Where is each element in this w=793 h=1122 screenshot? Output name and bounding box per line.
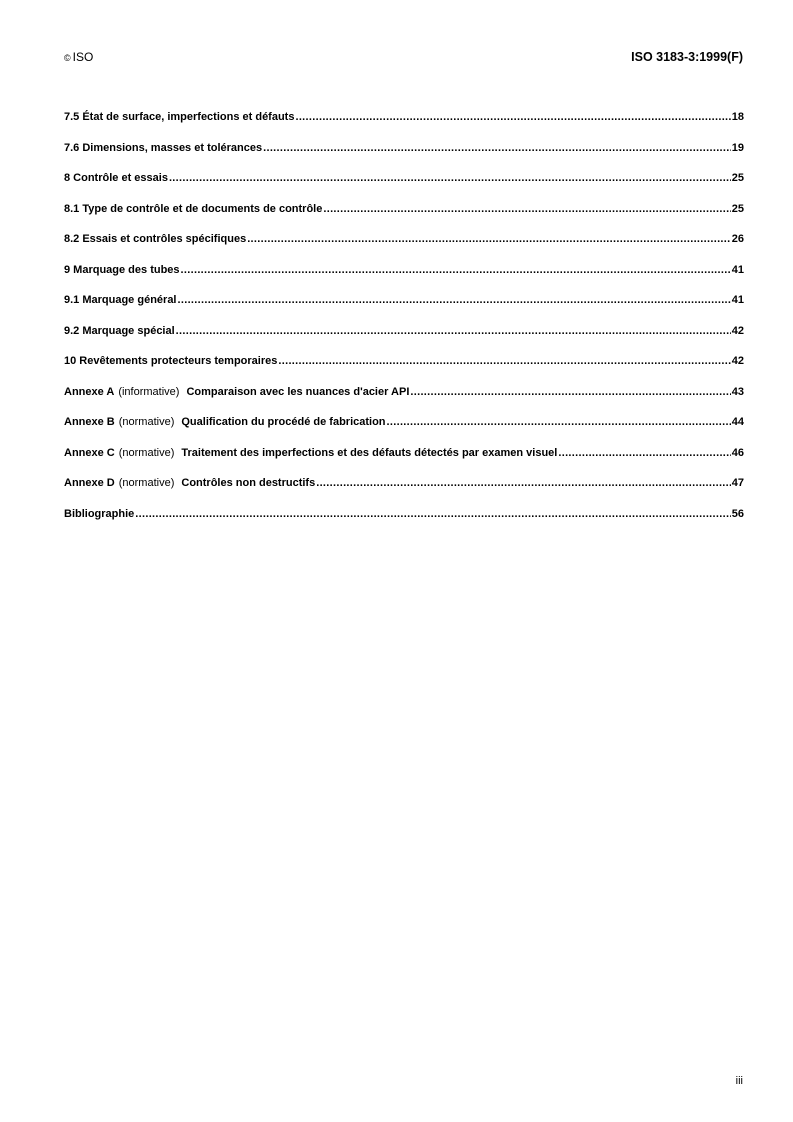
toc-leader — [316, 477, 731, 489]
toc-entry-page: 43 — [731, 385, 744, 398]
toc-leader — [558, 447, 730, 459]
toc-entry-page: 41 — [731, 294, 744, 306]
toc-entry[interactable] — [64, 233, 744, 264]
toc-entry[interactable] — [64, 142, 744, 173]
annex-title: Traitement des imperfections et des défauts détectés par examen visuel — [181, 446, 558, 459]
annex-title: Contrôles non destructifs — [181, 477, 316, 489]
annex-kind: (informative) — [118, 385, 180, 398]
toc-entry-title: 9.2 Marquage spécial — [64, 324, 175, 337]
toc-entry[interactable] — [64, 264, 744, 295]
toc-entry[interactable] — [64, 508, 744, 539]
toc-entry-page: 42 — [731, 324, 744, 337]
toc-entry-page: 56 — [731, 507, 744, 520]
toc-entry-title: 9 Marquage des tubes — [64, 263, 180, 276]
toc-entry-page: 42 — [731, 355, 744, 367]
annex-kind: (normative) — [118, 446, 175, 459]
toc-leader — [169, 172, 731, 184]
toc-leader — [176, 325, 731, 337]
toc-leader — [178, 294, 731, 306]
toc-entry[interactable] — [64, 172, 744, 203]
toc-leader — [295, 111, 730, 123]
toc-entry-title: 9.1 Marquage général — [64, 294, 177, 306]
annex-title: Comparaison avec les nuances d'acier API — [186, 385, 410, 398]
toc-entry-page: 25 — [731, 202, 744, 215]
page-number: iii — [735, 1075, 743, 1087]
toc-entry[interactable] — [64, 111, 744, 142]
header-copyright — [64, 50, 93, 64]
toc-entry-title: Bibliographie — [64, 507, 135, 520]
toc-leader — [387, 416, 731, 428]
document-reference: ISO 3183-3:1999(F) — [631, 50, 743, 64]
toc-entry-title: 7.5 État de surface, imperfections et défauts — [64, 111, 295, 123]
toc-entry-title — [64, 447, 557, 459]
toc-entry[interactable] — [64, 203, 744, 234]
toc-entry-page: 19 — [731, 141, 744, 154]
annex-label: Annexe B — [64, 416, 115, 428]
toc-entry-title — [64, 416, 386, 428]
annex-label: Annexe A — [64, 385, 115, 398]
toc-entry[interactable] — [64, 355, 744, 386]
toc-entry-page: 26 — [731, 233, 744, 245]
toc-entry-page: 46 — [731, 446, 744, 459]
copyright-icon: © — [64, 53, 71, 63]
toc-entry-title: 8.2 Essais et contrôles spécifiques — [64, 233, 247, 245]
toc-entry-annex-d[interactable] — [64, 477, 744, 508]
toc-leader — [247, 233, 731, 245]
toc-leader — [263, 142, 731, 154]
toc-entry-title — [64, 477, 315, 489]
toc-entry-annex-c[interactable] — [64, 447, 744, 478]
toc-leader — [278, 355, 730, 367]
toc-entry-title: 8 Contrôle et essais — [64, 172, 168, 184]
toc-entry-page: 44 — [731, 416, 744, 428]
toc-entry-page: 18 — [731, 111, 744, 123]
toc-leader — [181, 264, 731, 276]
toc-entry-annex-b[interactable] — [64, 416, 744, 447]
toc-entry-annex-a[interactable] — [64, 386, 744, 417]
toc-entry-page: 41 — [731, 263, 744, 276]
annex-label: Annexe C — [64, 446, 115, 459]
annex-title: Qualification du procédé de fabrication — [181, 416, 386, 428]
toc-entry-title: 10 Revêtements protecteurs temporaires — [64, 355, 278, 367]
annex-kind: (normative) — [118, 416, 175, 428]
toc-leader — [410, 386, 730, 398]
toc-entry-title: 8.1 Type de contrôle et de documents de contrôle — [64, 202, 323, 215]
toc-entry[interactable] — [64, 294, 744, 325]
toc-entry-title: 7.6 Dimensions, masses et tolérances — [64, 141, 263, 154]
table-of-contents — [64, 111, 744, 538]
toc-leader — [323, 203, 730, 215]
toc-entry[interactable] — [64, 325, 744, 356]
toc-entry-page: 25 — [731, 172, 744, 184]
header-left-text: ISO — [72, 50, 94, 64]
toc-entry-page: 47 — [731, 477, 744, 489]
annex-label: Annexe D — [64, 477, 115, 489]
annex-kind: (normative) — [118, 477, 175, 489]
toc-leader — [135, 508, 730, 520]
toc-entry-title — [64, 386, 409, 398]
